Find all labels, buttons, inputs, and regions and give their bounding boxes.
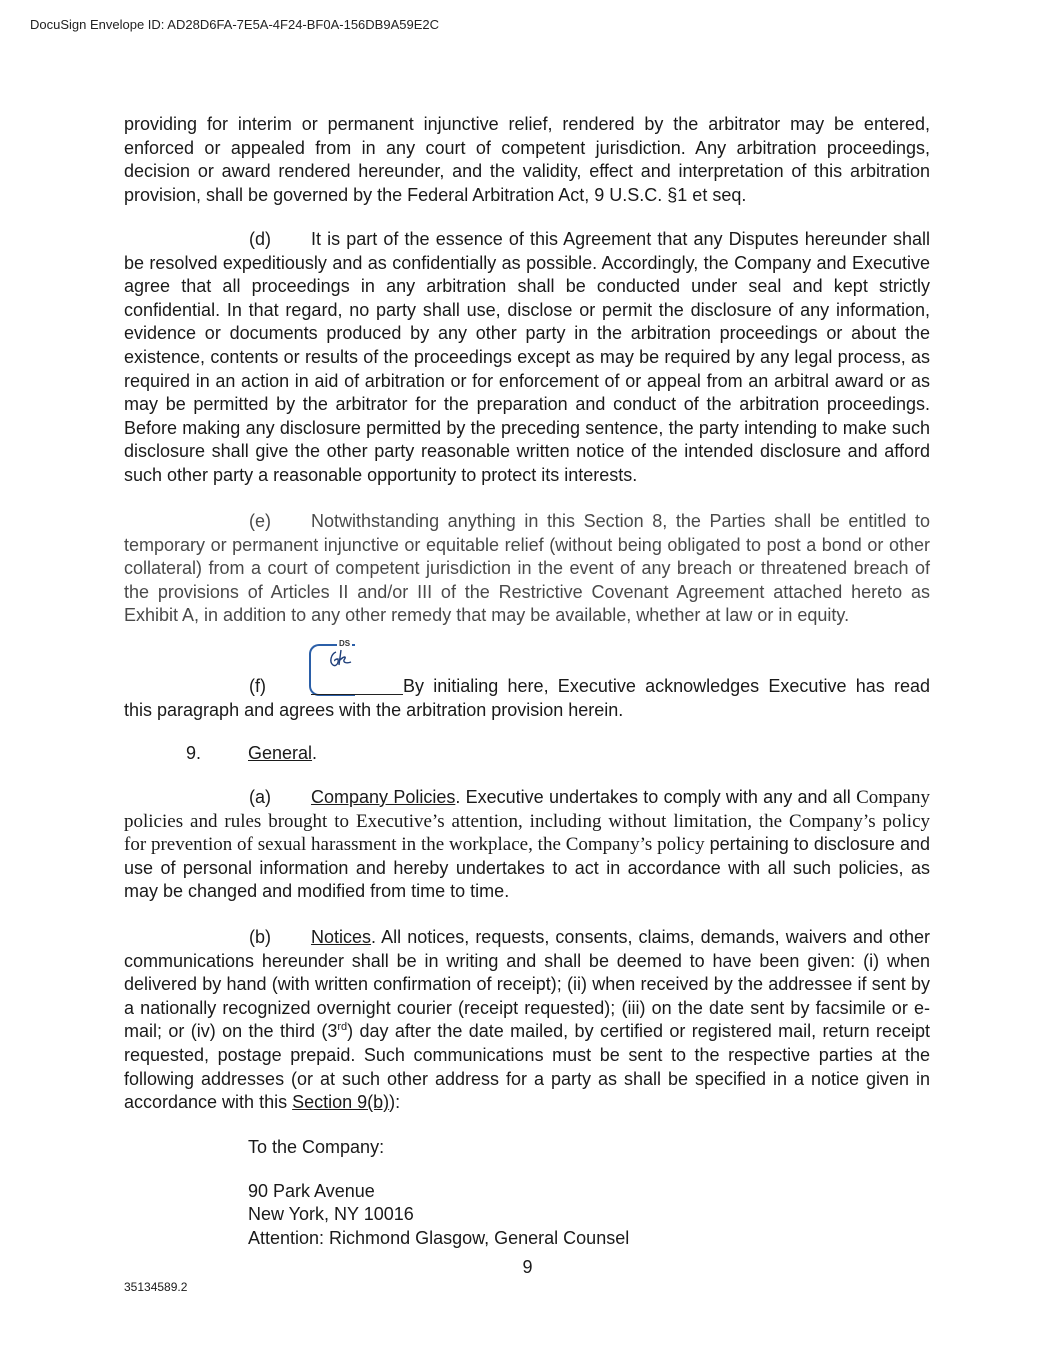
paragraph-9b-text-2: ) day after the date mailed, by certified or registered mail, return receipt requested, postage prepaid. Such communications must be sent to the respective parties at the following addresses (or at such other address for a party as shall be specified in a notice given in accordance with this bbox=[124, 1021, 930, 1113]
paragraph-9b-text-1: . All notices, requests, consents, claims, demands, waivers and other communications hereunder shall be in writing and shall be deemed to have been given: (i) when delivered by hand (with written confirmation of receipt); (ii) when received by the addressee if sent by a nationally recognized overnight courier (receipt requested); (iii) on the date sent by facsimile or e-mail; or (iv) on the third (3 bbox=[124, 927, 930, 1042]
paragraph-c-continuation bbox=[124, 113, 930, 207]
section-9b-reference: Section 9(b) bbox=[292, 1092, 390, 1113]
paragraph-9a-text-1: . Executive undertakes to comply with any and all bbox=[455, 787, 851, 807]
ordinal-superscript: rd bbox=[337, 1021, 348, 1034]
document-id: 35134589.2 bbox=[124, 1280, 188, 1294]
docusign-envelope-id: DocuSign Envelope ID: AD28D6FA-7E5A-4F24-BF0A-156DB9A59E2C bbox=[30, 17, 439, 32]
paragraph-e-text: Notwithstanding anything in this Section 8, the Parties shall be entitled to temporary or permanent injunctive or equitable relief (without being obligated to post a bond or other collateral) from a court of competent jurisdiction in the event of any breach or threatened breach of the provisions of Articles II and/or III of the Restrictive Covenant Agreement attached hereto as Exhibit A, in addition to any other remedy that may be available, whether at law or in equity. bbox=[124, 511, 930, 626]
paragraph-9b-label: (b) bbox=[249, 927, 271, 947]
paragraph-d-text: It is part of the essence of this Agreement that any Disputes hereunder shall be resolved expeditiously and as confidentially as possible. Accordingly, the Company and Executive agree that all proceedings in any arbitration shall be conducted under seal and kept strictly confidential. In that regard, no party shall use, disclose or permit the disclosure of any information, evidence or documents produced by any other party in the arbitration proceedings or about the existence, contents or results of the proceedings except as may be required by any legal process, as required in an action in aid of arbitration or for enforcement of or appeal from an arbitral award or as may be permitted by the arbitrator for the preparation and conduct of the arbitration proceedings. Before making any disclosure permitted by the preceding sentence, the party intending to make such disclosure shall give the other party reasonable written notice of the intended disclosure and afford such other party a reasonable opportunity to protect its interests. bbox=[124, 229, 930, 485]
paragraph-9b bbox=[124, 926, 930, 1115]
paragraph-9b-text-3: ): bbox=[389, 1092, 401, 1113]
page-number: 9 bbox=[522, 1257, 533, 1277]
paragraph-9a-text-2: pertaining to disclosure and use of personal information and hereby undertakes to act in accordance with all such policies, as may be changed and modified from time to time. bbox=[124, 834, 931, 902]
initials-field[interactable] bbox=[311, 639, 403, 692]
paragraph-e bbox=[124, 510, 930, 628]
paragraph-9a bbox=[124, 786, 930, 904]
address-line-1: 90 Park Avenue bbox=[248, 1180, 375, 1201]
paragraph-e-label: (e) bbox=[249, 511, 271, 531]
paragraph-f bbox=[124, 639, 930, 722]
section-9-title: General bbox=[248, 743, 313, 763]
paragraph-d bbox=[124, 228, 930, 488]
docusign-tag: DS bbox=[337, 632, 352, 656]
paragraph-f-label: (f) bbox=[249, 676, 266, 696]
paragraph-9a-text-serif: Company policies and rules brought to Executive’s attention, including without limitation, the Company’s policy for prevention of sexual harassment in the workplace, the Company’s policy bbox=[124, 787, 930, 856]
address-line-3: Attention: Richmond Glasgow, General Counsel bbox=[248, 1227, 630, 1248]
initials-signature bbox=[327, 648, 357, 670]
address-to: To the Company: bbox=[248, 1137, 385, 1157]
initials-underline bbox=[311, 694, 403, 695]
notices-heading: Notices bbox=[311, 927, 372, 947]
section-9-number: 9. bbox=[186, 743, 202, 763]
paragraph-9a-label: (a) bbox=[249, 787, 271, 807]
company-address bbox=[248, 1136, 848, 1250]
company-policies-heading: Company Policies bbox=[311, 787, 456, 807]
section-9-period: . bbox=[312, 743, 318, 763]
paragraph-f-text: By initialing here, Executive acknowledges Executive has read this paragraph and agrees with the arbitration provision herein. bbox=[124, 676, 930, 720]
section-9-heading bbox=[124, 742, 930, 766]
paragraph-c-text: providing for interim or permanent injunctive relief, rendered by the arbitrator may be entered, enforced or appealed from in any court of competent jurisdiction. Any arbitration proceedings, decision or award rendered hereunder, and the validity, effect and interpretation of this arbitration provision, shall be governed by the Federal Arbitration Act, 9 U.S.C. §1 et seq. bbox=[124, 114, 930, 205]
address-line-2: New York, NY 10016 bbox=[248, 1204, 414, 1225]
paragraph-d-label: (d) bbox=[249, 229, 271, 249]
